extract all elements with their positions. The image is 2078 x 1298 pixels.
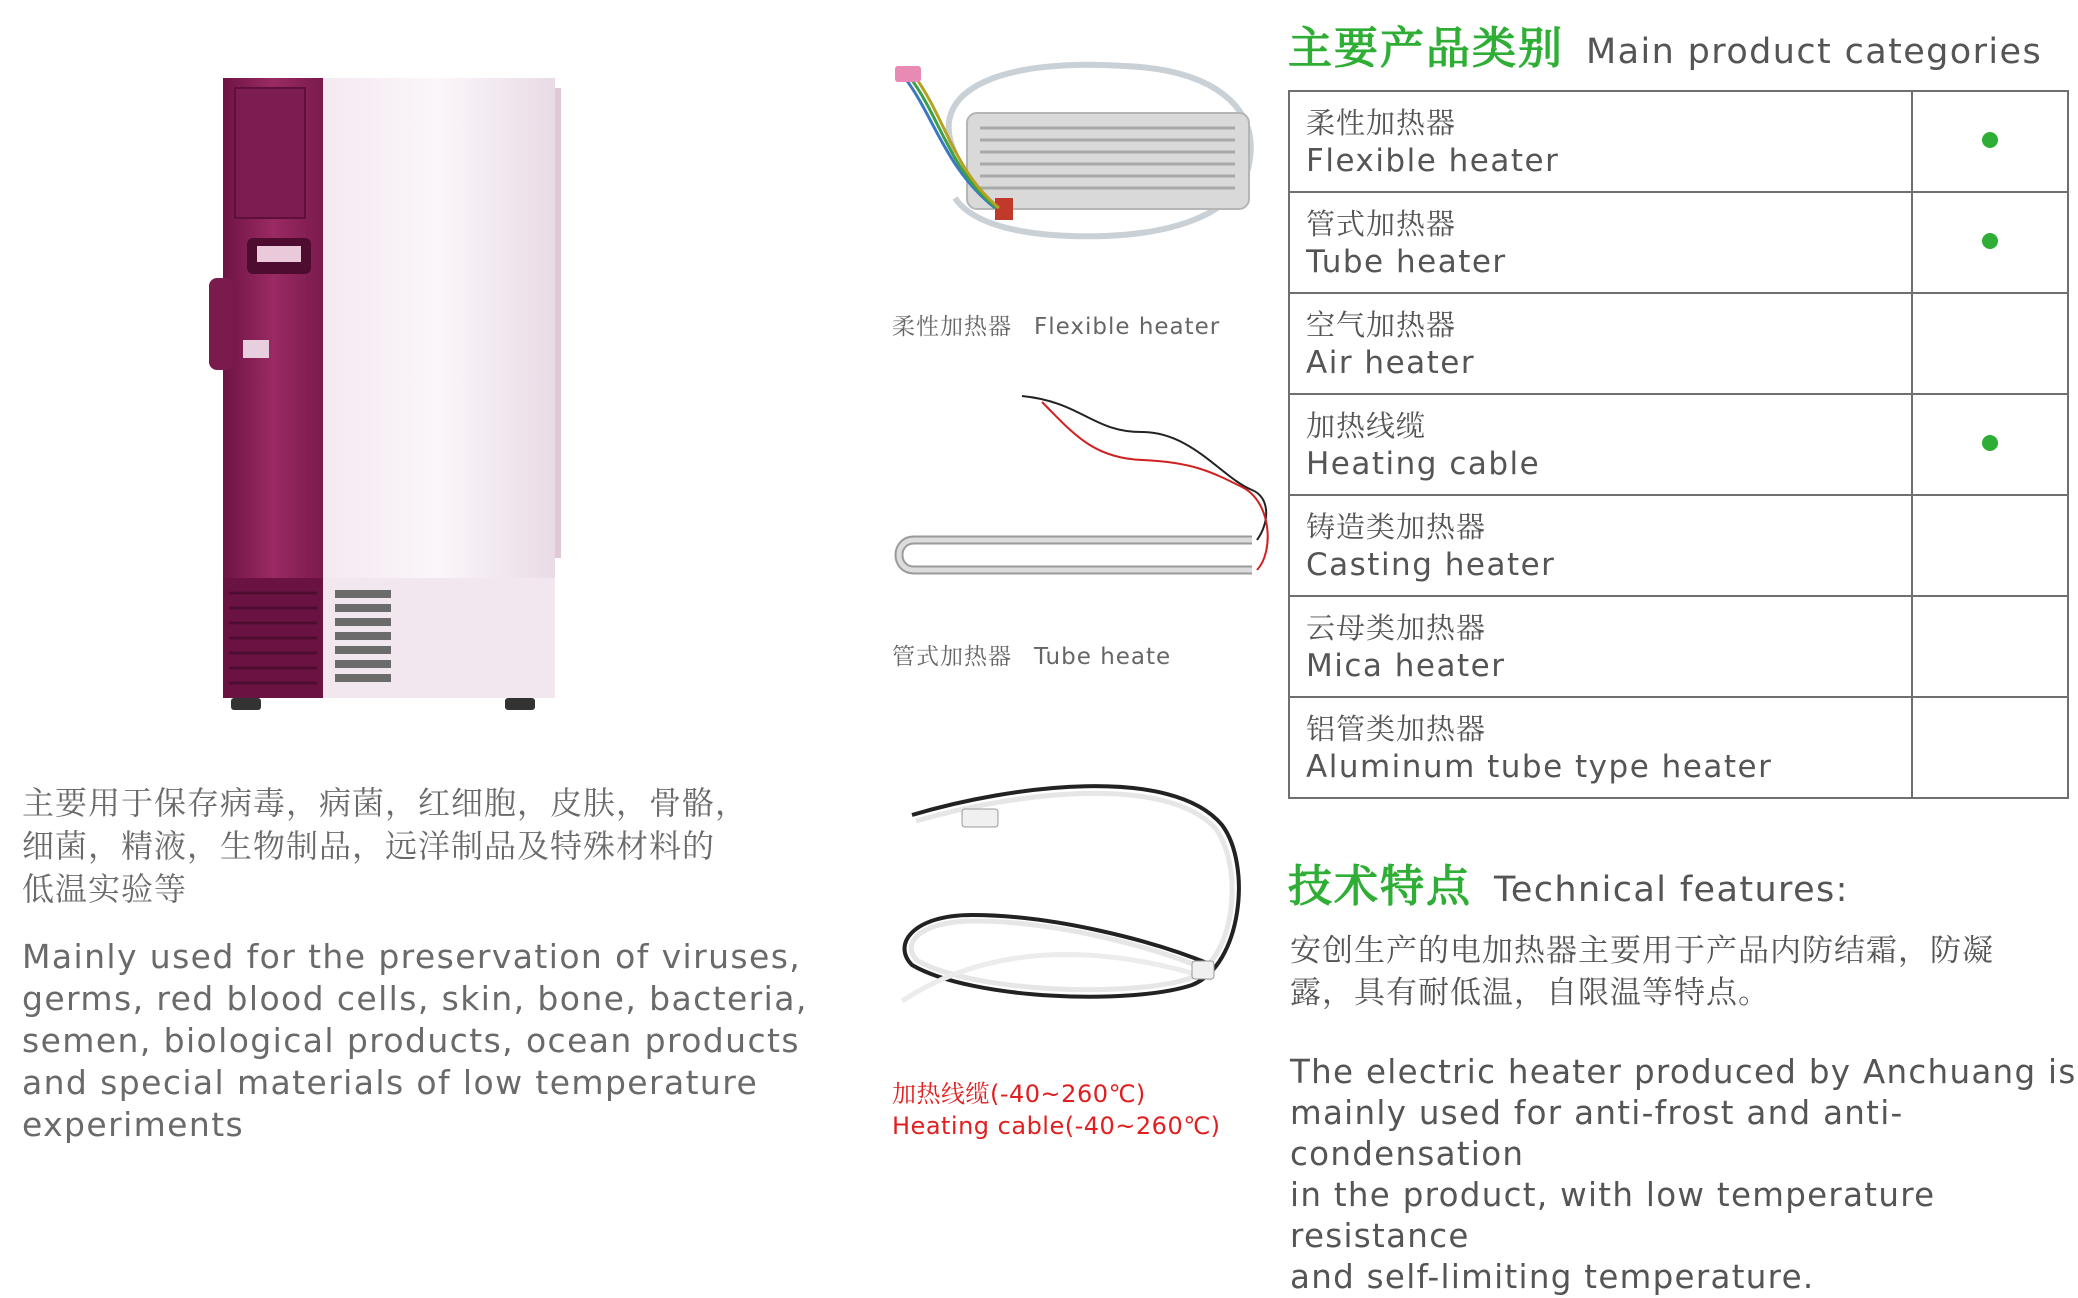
category-mark-cell [1912,596,2068,697]
caption-en: Tube heate [1034,644,1172,670]
desc-en-line: experiments [22,1105,245,1144]
category-mark-cell [1912,192,2068,293]
technical-title [1288,850,1849,914]
flexible-heater-caption [892,308,1220,341]
category-mark-cell [1912,394,2068,495]
table-row [1289,495,2068,596]
application-description-en [22,936,812,1146]
tech-cn-line: 露，具有耐低温，自限温等特点。 [1290,975,1770,1011]
table-row [1289,394,2068,495]
categories-table [1288,90,2069,799]
category-name-cn: 空气加热器 [1306,307,1457,342]
category-name-cn: 铸造类加热器 [1306,509,1487,544]
caption-cn: 加热线缆(-40~260℃) [892,1080,1146,1108]
tech-cn-line: 安创生产的电加热器主要用于产品内防结霜，防凝 [1290,933,1994,969]
section-title-cn: 主要产品类别 [1288,23,1564,74]
tech-en-line: in the product, with low temperature resistance [1290,1176,1936,1255]
heating-cable-caption [892,1078,1221,1142]
category-name-en: Air heater [1306,344,1476,381]
caption-en: Flexible heater [1034,314,1221,340]
category-name-en: Tube heater [1306,243,1507,280]
section-title-en: Technical features: [1494,870,1849,910]
category-name-en: Flexible heater [1306,142,1560,179]
category-name-cn: 管式加热器 [1306,206,1457,241]
category-mark-cell [1912,293,2068,394]
table-row [1289,697,2068,798]
category-name-cell [1289,293,1912,394]
category-name-cn: 云母类加热器 [1306,610,1487,645]
heating-cable-photo [892,765,1252,1015]
section-title-en: Main product categories [1586,32,2043,72]
category-name-en: Casting heater [1306,546,1556,583]
category-name-cell [1289,91,1912,192]
category-name-cn: 加热线缆 [1306,408,1427,443]
table-row [1289,91,2068,192]
table-row [1289,596,2068,697]
tech-en-line: mainly used for anti-frost and anti-condensation [1290,1094,1904,1173]
freezer-image [195,78,575,713]
technical-description-cn [1290,930,2070,1014]
category-name-en: Heating cable [1306,445,1541,482]
green-dot-icon [1982,132,1998,148]
desc-en-line: germs, red blood cells, skin, bone, bacteria, [22,979,808,1018]
desc-cn-line: 细菌，精液，生物制品，远洋制品及特殊材料的 [22,827,716,865]
desc-en-line: semen, biological products, ocean products [22,1021,800,1060]
categories-title [1288,12,2042,76]
tech-en-line: The electric heater produced by Anchuang is [1290,1053,2077,1091]
category-name-cn: 柔性加热器 [1306,105,1457,140]
green-dot-icon [1982,435,1998,451]
caption-en: Heating cable(-40~260℃) [892,1112,1221,1140]
section-title-cn: 技术特点 [1288,861,1472,912]
category-name-cell [1289,697,1912,798]
desc-cn-line: 主要用于保存病毒，病菌，红细胞，皮肤，骨骼， [22,784,749,822]
tube-heater-photo [892,392,1272,590]
tech-en-line: and self-limiting temperature. [1290,1258,1815,1296]
desc-en-line: and special materials of low temperature [22,1063,759,1102]
tube-heater-caption [892,638,1171,671]
category-name-en: Aluminum tube type heater [1306,748,1773,785]
table-row [1289,293,2068,394]
table-row [1289,192,2068,293]
green-dot-icon [1982,233,1998,249]
category-name-en: Mica heater [1306,647,1506,684]
category-name-cell [1289,394,1912,495]
desc-en-line: Mainly used for the preservation of viruses, [22,937,802,976]
category-mark-cell [1912,495,2068,596]
caption-cn: 管式加热器 [892,644,1012,670]
category-mark-cell [1912,91,2068,192]
caption-cn: 柔性加热器 [892,314,1012,340]
application-description-cn [22,782,802,911]
category-name-cell [1289,596,1912,697]
desc-cn-line: 低温实验等 [22,870,188,908]
category-mark-cell [1912,697,2068,798]
technical-description-en [1290,1052,2078,1298]
category-name-cell [1289,192,1912,293]
category-name-cell [1289,495,1912,596]
flexible-heater-photo [885,58,1255,248]
category-name-cn: 铝管类加热器 [1306,711,1487,746]
